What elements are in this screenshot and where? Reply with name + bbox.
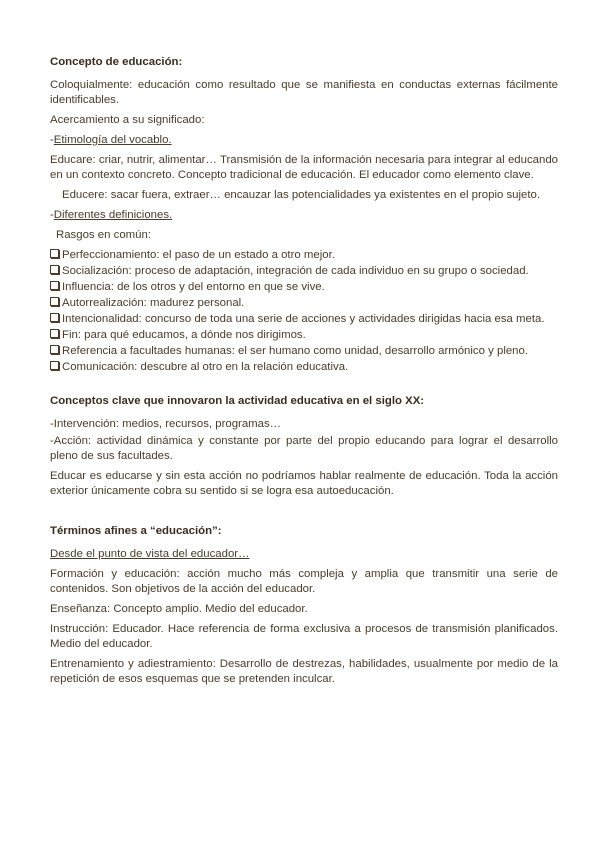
paragraph-accion: -Acción: actividad dinámica y constante por parte del propio educando para lograr el desarrollo pleno de sus facultades. (50, 435, 558, 462)
paragraph-instruccion: Instrucción: Educador. Hace referencia de forma exclusiva a procesos de transmisión planificados. Medio del educador. (50, 623, 558, 650)
subheading-etimologia (50, 133, 558, 148)
list-item: Influencia: de los otros y del entorno en que se vive. (50, 280, 558, 295)
checkbox-bullet-icon (50, 249, 59, 258)
paragraph-entrenamiento: Entrenamiento y adiestramiento: Desarrollo de destrezas, habilidades, usualmente por medio de la repetición de esos esquemas que se pretenden inculcar. (50, 658, 558, 685)
list-item: Perfeccionamiento: el paso de un estado a otro mejor. (50, 248, 558, 263)
list-item: Socialización: proceso de adaptación, integración de cada individuo en su grupo o sociedad. (50, 264, 558, 279)
list-item: Fin: para qué educamos, a dónde nos dirigimos. (50, 328, 558, 343)
paragraph-educare: Educare: criar, nutrir, alimentar… Transmisión de la información necesaria para integrar al educando en un contexto concreto. Concepto tradicional de educación. El educador como elemento clave. (50, 154, 558, 181)
rasgos-list (50, 248, 558, 375)
checkbox-bullet-icon (50, 281, 59, 290)
checkbox-bullet-icon (50, 297, 59, 306)
subheading-definiciones (50, 208, 558, 223)
checkbox-bullet-icon (50, 361, 59, 370)
paragraph-educere: Educere: sacar fuera, extraer… encauzar las potencialidades ya existentes en el propio sujeto. (62, 189, 541, 201)
section-title-concepto: Concepto de educación: (50, 56, 183, 68)
dash: - (50, 134, 54, 146)
paragraph-intervencion: -Intervención: medios, recursos, programas… (50, 418, 282, 430)
list-item: Intencionalidad: concurso de toda una serie de acciones y actividades dirigidas hacia esa meta. (50, 312, 558, 327)
dash: - (50, 209, 54, 221)
paragraph-acercamiento: Acercamiento a su significado: (50, 114, 205, 126)
list-item: Comunicación: descubre al otro en la relación educativa. (50, 360, 558, 375)
subheading-punto-de-vista: Desde el punto de vista del educador… (50, 548, 250, 560)
underlined-etimologia: Etimología del vocablo. (53, 134, 172, 146)
section-title-conceptos-clave: Conceptos clave que innovaron la actividad educativa en el siglo XX: (50, 395, 425, 407)
document-page (50, 55, 558, 692)
list-item: Autorrealización: madurez personal. (50, 296, 558, 311)
checkbox-bullet-icon (50, 265, 59, 274)
paragraph-rasgos: Rasgos en común: (56, 229, 151, 241)
paragraph-educar-es-educarse: Educar es educarse y sin esta acción no podríamos hablar realmente de educación. Toda la acción exterior únicamente cobra su sentido si se logra esa autoeducación. (50, 470, 558, 497)
list-item: Referencia a facultades humanas: el ser humano como unidad, desarrollo armónico y pleno. (50, 344, 558, 359)
paragraph-ensenanza: Enseñanza: Concepto amplio. Medio del educador. (50, 603, 308, 615)
checkbox-bullet-icon (50, 345, 59, 354)
paragraph-formacion: Formación y educación: acción mucho más compleja y amplia que transmitir una serie de contenidos. Son objetivos de la acción del educador. (50, 568, 558, 595)
section-title-terminos-afines: Términos afines a “educación”: (50, 525, 222, 537)
paragraph-coloquialmente: Coloquialmente: educación como resultado que se manifiesta en conductas externas fácilmente identificables. (50, 79, 558, 106)
checkbox-bullet-icon (50, 313, 59, 322)
underlined-definiciones: Diferentes definiciones. (53, 209, 173, 221)
checkbox-bullet-icon (50, 329, 59, 338)
